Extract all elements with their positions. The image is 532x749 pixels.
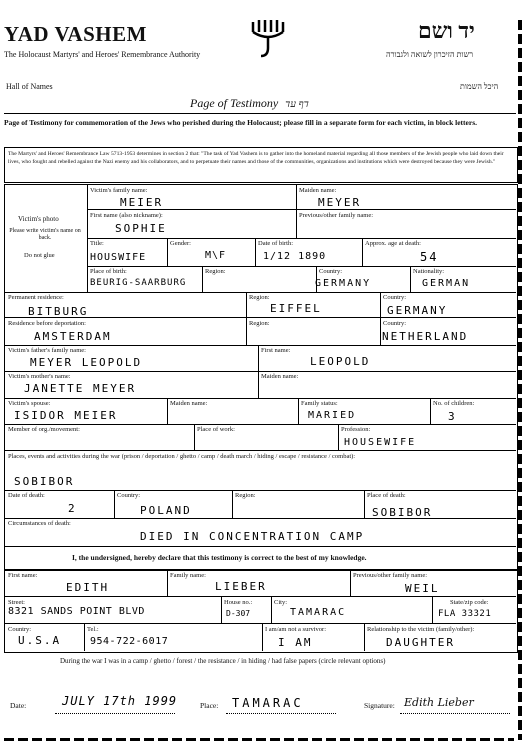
intro-text: Page of Testimony for commemoration of the Jews who perished during the Holocaust; please fill in a separate form for each victim, in block letters. — [4, 118, 477, 127]
hebrew-subtitle: רשות הזיכרון לשואה ולגבורה — [386, 50, 474, 59]
value-residence-before[interactable]: AMSTERDAM — [34, 330, 112, 343]
label-age: Approx. age at death: — [365, 240, 421, 247]
label-nationality: Nationality: — [413, 268, 445, 275]
label-father: Victim's father's family name: — [8, 347, 86, 354]
value-tel[interactable]: 954-722-6017 — [90, 636, 169, 647]
value-date[interactable]: JULY 17th 1999 — [62, 694, 178, 708]
label-first-name: First name (also nickname): — [90, 212, 163, 219]
hall-of-names: Hall of Names — [6, 82, 53, 91]
value-place[interactable]: TAMARAC — [232, 696, 304, 710]
label-date-death: Date of death: — [8, 492, 45, 499]
value-gender[interactable]: M\F — [205, 250, 227, 261]
label-city: City: — [274, 599, 288, 606]
label-birthplace: Place of birth: — [90, 268, 127, 275]
photo-no-glue: Do not glue — [24, 252, 55, 259]
value-sub-country[interactable]: U.S.A — [18, 634, 62, 647]
label-death-region: Region: — [235, 492, 256, 499]
value-signature[interactable]: Edith Lieber — [404, 696, 474, 709]
label-circumstances: Circumstances of death: — [8, 520, 71, 527]
label-death-country: Country: — [117, 492, 141, 499]
cut-line-right — [518, 20, 522, 740]
value-birthplace[interactable]: BEURIG-SAARBURG — [90, 278, 187, 288]
value-father-first[interactable]: LEOPOLD — [310, 355, 371, 368]
label-sub-prev: Previous/other family name: — [353, 572, 428, 579]
value-city[interactable]: TAMARAC — [290, 607, 347, 618]
label-residence-country: Country: — [383, 294, 407, 301]
label-place: Place: — [200, 701, 219, 710]
label-house-no: House no.: — [224, 599, 253, 606]
form-title-en: Page of Testimony — [190, 96, 279, 110]
value-residence[interactable]: BITBURG — [28, 305, 89, 318]
value-father[interactable]: MEYER LEOPOLD — [30, 356, 143, 369]
value-state-zip[interactable]: FLA 33321 — [438, 609, 492, 619]
hebrew-hall: היכל השמות — [460, 82, 499, 91]
value-date-death[interactable]: 2 — [68, 502, 77, 515]
value-profession[interactable]: HOUSEWIFE — [344, 437, 417, 448]
label-state-zip: State/zip code: — [450, 599, 489, 606]
value-places-events[interactable]: SOBIBOR — [14, 475, 75, 488]
label-before-region: Region: — [249, 320, 270, 327]
value-sub-first[interactable]: EDITH — [66, 581, 110, 594]
label-spouse-maiden: Maiden name: — [170, 400, 208, 407]
label-dob: Date of birth: — [258, 240, 294, 247]
org-subtitle: The Holocaust Martyrs' and Heroes' Remembrance Authority — [4, 50, 201, 59]
label-profession: Profession: — [341, 426, 371, 433]
label-sub-family: Family name: — [170, 572, 206, 579]
value-sub-family[interactable]: LIEBER — [215, 580, 267, 593]
value-place-death[interactable]: SOBIBOR — [372, 506, 433, 519]
hebrew-name: יד ושם — [418, 18, 475, 43]
label-previous-family: Previous/other family name: — [299, 212, 374, 219]
label-maiden-name: Maiden name: — [299, 187, 337, 194]
label-residence-before: Residence before deportation: — [8, 320, 86, 327]
label-family-name: Victim's family name: — [90, 187, 148, 194]
value-circumstances[interactable]: DIED IN CONCENTRATION CAMP — [140, 530, 365, 543]
law-text: The Martyrs' and Heroes' Remembrance Law 5713-1953 determines in section 2 that: "The task of Yad Vashem is to gather into the homeland material regarding all those members of the Jewish people who laid down their lives, who fought and rebelled against the Nazi enemy and his collaborators, and to perpetuate their names and those of the communities, organizations and institutions which were destroyed because they were Jewish." — [8, 151, 504, 165]
org-name: YAD VASHEM — [4, 22, 147, 46]
label-member-org: Member of org./movement: — [8, 426, 80, 433]
label-mother-maiden: Maiden name: — [261, 373, 299, 380]
value-before-country[interactable]: NETHERLAND — [382, 330, 469, 343]
label-street: Street: — [8, 599, 25, 606]
label-father-first: First name: — [261, 347, 291, 354]
declaration: I, the undersigned, hereby declare that this testimony is correct to the best of my knowledge. — [72, 553, 367, 562]
label-sub-country: Country: — [8, 626, 32, 633]
photo-label: Victim's photo — [18, 215, 59, 223]
label-family-status: Family status: — [301, 400, 338, 407]
label-relationship: Relationship to the victim (family/other): — [367, 626, 475, 633]
form-title-he: דף עד — [285, 99, 309, 110]
value-relationship[interactable]: DAUGHTER — [386, 636, 455, 649]
value-residence-region[interactable]: EIFFEL — [270, 302, 322, 315]
label-signature: Signature: — [364, 701, 395, 710]
label-residence-region: Region: — [249, 294, 270, 301]
label-residence: Permanent residence: — [8, 294, 64, 301]
label-place-work: Place of work: — [197, 426, 235, 433]
label-date: Date: — [10, 701, 27, 710]
value-dob[interactable]: 1/12 1890 — [263, 251, 327, 262]
label-survivor: I am/am not a survivor: — [265, 626, 327, 633]
value-house-no[interactable]: D-307 — [226, 609, 251, 618]
value-family-status[interactable]: MARIED — [308, 410, 357, 421]
label-spouse: Victim's spouse: — [8, 400, 51, 407]
value-spouse[interactable]: ISIDOR MEIER — [14, 409, 118, 422]
form-title — [190, 96, 309, 111]
label-birth-country: Country: — [319, 268, 343, 275]
menorah-icon — [247, 18, 289, 65]
value-street[interactable]: 8321 SANDS POINT BLVD — [8, 606, 145, 617]
label-children: No. of children: — [433, 400, 475, 407]
label-birth-region: Region: — [205, 268, 226, 275]
value-birth-country[interactable]: GERMANY — [315, 278, 372, 289]
label-mother: Victim's mother's name: — [8, 373, 71, 380]
value-death-country[interactable]: POLAND — [140, 504, 192, 517]
value-age[interactable]: 54 — [420, 250, 439, 264]
value-title[interactable]: HOUSWIFE — [90, 252, 147, 263]
label-gender: Gender: — [170, 240, 191, 247]
value-residence-country[interactable]: GERMANY — [387, 304, 448, 317]
value-nationality[interactable]: GERMAN — [422, 278, 471, 289]
cut-line-bottom — [4, 738, 514, 741]
value-survivor[interactable]: I AM — [278, 636, 313, 649]
value-mother[interactable]: JANETTE MEYER — [24, 382, 137, 395]
value-first-name[interactable]: SOPHIE — [115, 222, 167, 235]
photo-instruction: Please write victim's name on back. — [9, 228, 81, 241]
label-place-death: Place of death: — [367, 492, 406, 499]
label-tel: Tel.: — [87, 626, 99, 633]
during-war: During the war I was in a camp / ghetto / forest / the resistance / in hiding / had false papers (circle relevant options) — [60, 657, 386, 665]
label-title: Title: — [90, 240, 104, 247]
value-children[interactable]: 3 — [448, 410, 457, 423]
value-sub-prev[interactable]: WEIL — [405, 582, 440, 595]
value-family-name[interactable]: MEIER — [120, 196, 164, 209]
label-sub-first: First name: — [8, 572, 38, 579]
value-maiden-name[interactable]: MEYER — [318, 196, 362, 209]
label-places-events: Places, events and activities during the war (prison / deportation / ghetto / camp / death march / hiding / escape / resistance / combat): — [8, 453, 356, 460]
label-before-country: Country: — [383, 320, 407, 327]
